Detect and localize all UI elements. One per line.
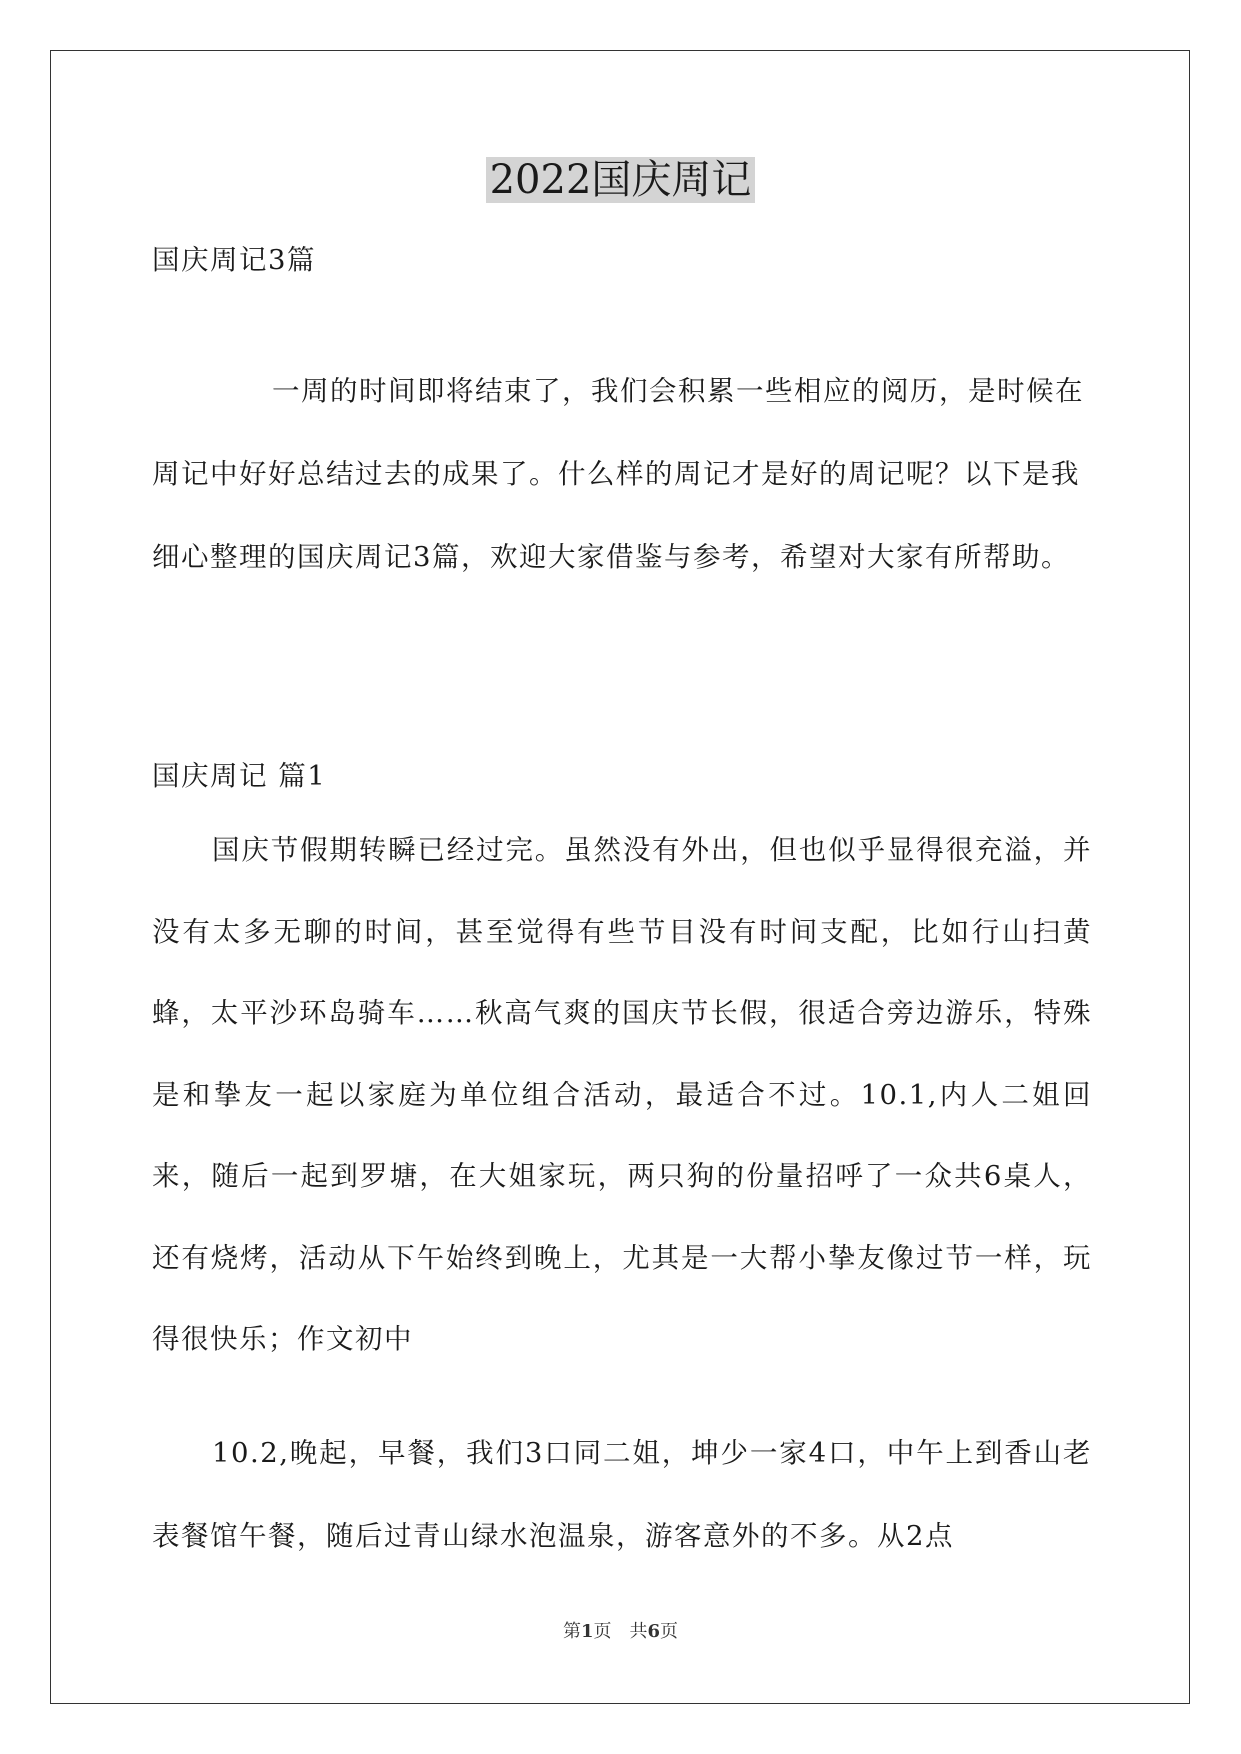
page-prefix: 第 — [562, 1621, 581, 1642]
section-heading: 国庆周记 篇1 — [152, 760, 327, 792]
page-current-number: 1 — [580, 1621, 594, 1642]
document-subtitle: 国庆周记3篇 — [152, 244, 316, 276]
page-suffix: 页 — [660, 1621, 679, 1642]
body-paragraph: 国庆节假期转瞬已经过完。虽然没有外出，但也似乎显得很充溢，并没有太多无聊的时间，甚至觉得有些节目没有时间支配，比如行山扫黄蜂，太平沙环岛骑车……秋高气爽的国庆节长假，很适合旁边游乐，特殊是和挚友一起以家庭为单位组合活动，最适合不过。10.1,内人二姐回来，随后一起到罗塘，在大姐家玩，两只狗的份量招呼了一众共6桌人，还有烧烤，活动从下午始终到晚上，尤其是一大帮小挚友像过节一样，玩得很快乐；作文初中 — [152, 834, 1092, 1355]
body-paragraph: 10.2,晚起，早餐，我们3口同二姐，坤少一家4口，中午上到香山老表餐馆午餐，随后过青山绿水泡温泉，游客意外的不多。从2点 — [152, 1437, 1092, 1552]
document-title — [0, 152, 1241, 208]
intro-paragraph: 一周的时间即将结束了，我们会积累一些相应的阅历，是时候在周记中好好总结过去的成果了。什么样的周记才是好的周记呢？以下是我细心整理的国庆周记3篇，欢迎大家借鉴与参考，希望对大家有所帮助。 — [152, 375, 1084, 573]
page-middle: 页 共 — [593, 1621, 648, 1642]
page-footer — [0, 1620, 1241, 1644]
page-total-number: 6 — [647, 1621, 661, 1642]
document-title-text: 2022国庆周记 — [486, 157, 756, 203]
